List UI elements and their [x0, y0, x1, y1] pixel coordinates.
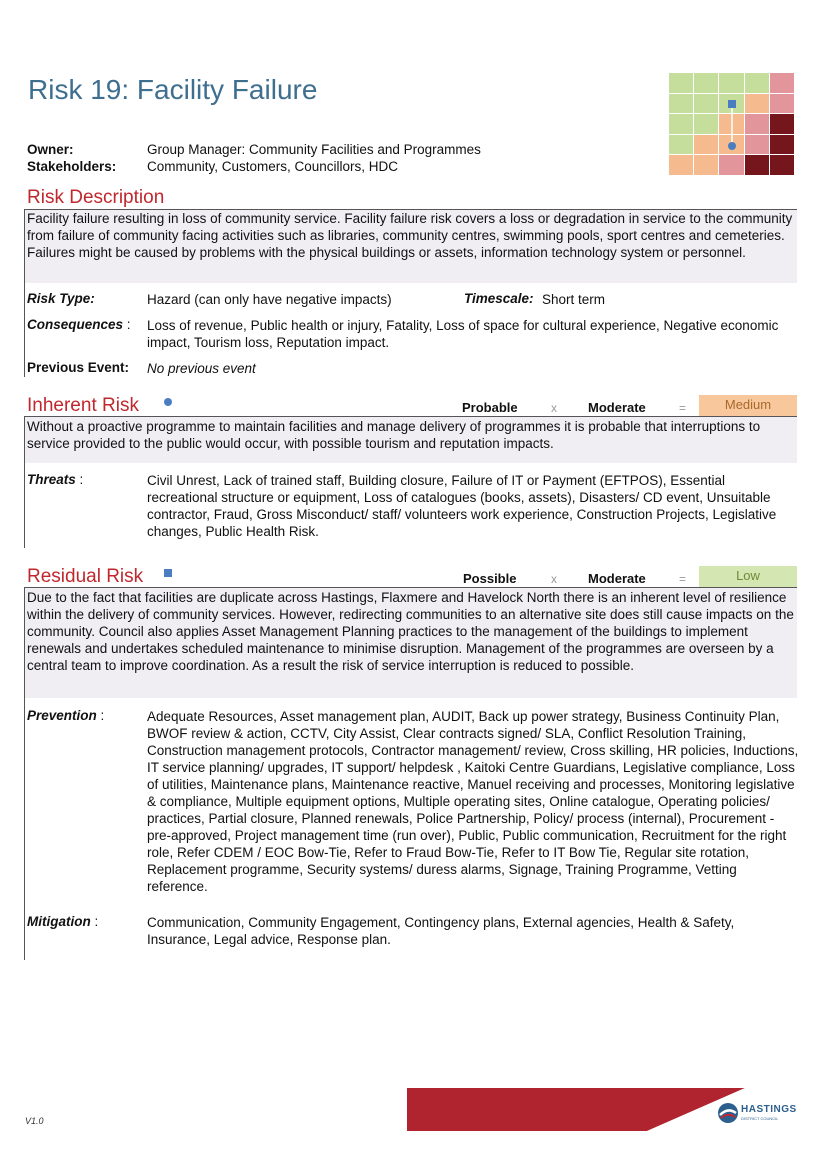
residual-risk-border — [24, 587, 25, 960]
inherent-equals: = — [679, 401, 687, 415]
residual-rating-badge: Low — [699, 566, 797, 587]
page-title: Risk 19: Facility Failure — [28, 74, 318, 105]
residual-marker-icon — [163, 568, 173, 578]
inherent-risk-border — [24, 416, 25, 548]
risk-description-text: Facility failure resulting in loss of community service. Facility failure risk covers a loss or degradation in service to the community from failure of community facing activities such as libraries, community centres, swimming pools, sport centres and cemeteries. Failures might be caused by problems with the physical buildings or assets, information technology system or personnel. — [27, 211, 793, 260]
inherent-times: x — [551, 401, 557, 415]
inherent-rating-badge: Medium — [699, 395, 797, 416]
inherent-marker-icon — [163, 397, 173, 407]
residual-impact: Moderate — [588, 571, 646, 586]
residual-risk-text: Due to the fact that facilities are duplicate across Hastings, Flaxmere and Havelock North there is an inherent level of resilience within the delivery of community services. However, redirecting communities to an alternative site does still cause impacts on the community. Council also applies Asset Management Planning practices to the management of the buildings to implement renewals and undertakes scheduled maintenance to minimise disruption. Management of the programmes are overseen by a central team to improve coordination. As a result the risk of service interruption is reduced to possible. — [27, 590, 794, 673]
logo-subtitle: DISTRICT COUNCIL — [741, 1116, 779, 1121]
mitigation-value: Communication, Community Engagement, Contingency plans, External agencies, Health & Safety, Insurance, Legal advice, Response plan. — [147, 915, 735, 947]
previous-event-label: Previous Event: — [27, 360, 130, 375]
consequences-label: Consequences : — [27, 317, 131, 332]
heatmap-markers — [669, 73, 795, 176]
hastings-logo-icon — [717, 1102, 739, 1124]
inherent-risk-text: Without a proactive programme to maintain facilities and manage delivery of programmes it is probable that interruptions to service provided to the public would occur, with possible tourism and reputation impacts. — [27, 419, 761, 451]
residual-likelihood: Possible — [463, 571, 517, 586]
version-label: V1.0 — [25, 1116, 44, 1126]
threats-value: Civil Unrest, Lack of trained staff, Building closure, Failure of IT or Payment (EFTPOS), Essential recreational structure or equipment, Loss of catalogues (books, assets), Disasters/ CD event, Unsuitable contractor, Fraud, Gross Misconduct/ staff/ volunteers work experience, Construction Projects, Legislative changes, Public Health Risk. — [147, 473, 777, 539]
previous-event-value: No previous event — [147, 361, 256, 376]
inherent-impact: Moderate — [588, 400, 646, 415]
stakeholders-label: Stakeholders: — [27, 159, 117, 174]
inherent-risk-heading: Inherent Risk — [27, 395, 139, 416]
inherent-likelihood: Probable — [462, 400, 518, 415]
risk-type-label: Risk Type: — [27, 291, 95, 306]
residual-equals: = — [679, 572, 687, 586]
logo-name: HASTINGS — [741, 1104, 797, 1115]
risk-type-value: Hazard (can only have negative impacts) — [147, 292, 392, 307]
timescale-value: Short term — [542, 292, 606, 307]
prevention-label: Prevention : — [27, 708, 105, 723]
inherent-marker-icon — [728, 142, 736, 150]
prevention-value: Adequate Resources, Asset management plan, AUDIT, Back up power strategy, Business Continuity Plan, BWOF review & action, CCTV, City Assist, Clear contracts signed/ SLA, Conflict Resolution Training, Construction management protocols, Contractor management/ review, Cross skilling, HR policies, Inductions, IT service planning/ upgrades, IT support/ helpdesk , Kaitoki Centre Guardians, Legislative compliance, Loss of utilities, Maintenance plans, Maintenance reactive, Manuel receiving and processes, Monitoring legislative & compliance, Multiple equipment options, Multiple operating sites, Online catalogue, Operating policies/ practices, Partial closure, Planned renewals, Police Partnership, Policy/ process (internal), Procurement - pre-approved, Project management time (run over), Public, Public communication, Recruitment for the right role, Refer CDEM / EOC Bow-Tie, Refer to Fraud Bow-Tie, Refer to IT Bow Tie, Regular site rotation, Replacement programme, Security systems/ duress alarms, Signage, Training Programme, Vetting reference. — [147, 709, 799, 894]
risk-description-heading: Risk Description — [27, 187, 165, 208]
threats-label: Threats : — [27, 472, 84, 487]
risk-description-border — [24, 209, 25, 377]
consequences-value: Loss of revenue, Public health or injury, Fatality, Loss of space for cultural experience, Negative economic impact, Tourism loss, Reputation impact. — [147, 318, 779, 350]
owner-label: Owner: — [27, 142, 74, 157]
residual-risk-heading: Residual Risk — [27, 566, 144, 587]
stakeholders-value: Community, Customers, Councillors, HDC — [147, 159, 399, 174]
owner-value: Group Manager: Community Facilities and Programmes — [147, 142, 481, 157]
residual-times: x — [551, 572, 557, 586]
mitigation-label: Mitigation : — [27, 914, 99, 929]
timescale-label: Timescale: — [464, 291, 534, 306]
residual-marker-icon — [728, 100, 736, 108]
